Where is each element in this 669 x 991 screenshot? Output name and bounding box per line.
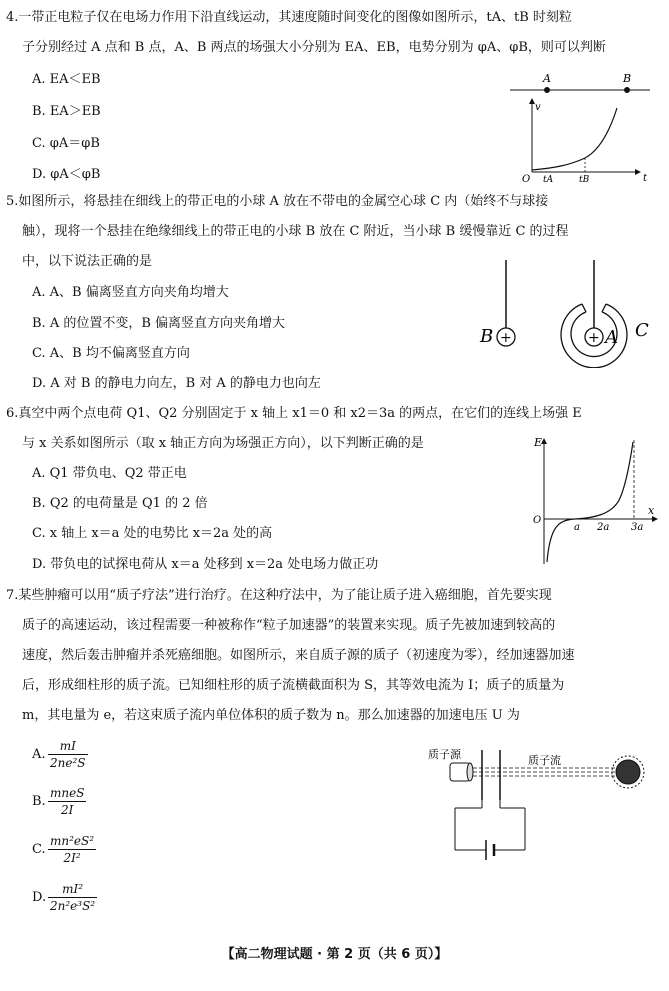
q4-axis-t: t <box>643 173 648 184</box>
q6-line-2: 与 x 关系如图所示（取 x 轴正方向为场强正方向），以下判断正确的是 <box>22 436 424 451</box>
q6-option-b: B. Q2 的电荷量是 Q1 的 2 倍 <box>32 496 208 511</box>
q6-tick-3a: 3a <box>631 522 644 533</box>
q5-line-3: 中，以下说法正确的是 <box>22 254 153 269</box>
q5-label-b: B <box>480 326 494 347</box>
q7-option-b-letter: B. <box>32 794 46 809</box>
q7-beam-label: 质子流 <box>528 754 561 767</box>
q7-option-d-den: 2n²e³S² <box>50 899 96 913</box>
q6-tick-2a: 2a <box>597 522 610 533</box>
q7-option-c-letter: C. <box>32 842 46 857</box>
q6-origin: O <box>533 515 542 526</box>
q7-option-b-fraction <box>48 785 86 818</box>
q6-line-1: 6.真空中两个点电荷 Q1、Q2 分别固定于 x 轴上 x1＝0 和 x2＝3a 的两点，在它们的连线上场强 E <box>6 406 582 421</box>
q7-option-a-num: mI <box>48 738 88 755</box>
svg-text:+: + <box>500 330 512 346</box>
q7-line-1: 7.某些肿瘤可以用“质子疗法”进行治疗。在这种疗法中，为了能让质子进入癌细胞，首先要实现 <box>6 588 552 603</box>
q7-option-a-fraction <box>48 738 88 771</box>
q5-option-d: D. A 对 B 的静电力向左，B 对 A 的静电力也向左 <box>32 376 321 391</box>
q6-option-a: A. Q1 带负电、Q2 带正电 <box>32 466 187 481</box>
svg-text:+: + <box>588 330 600 346</box>
q4-option-a: A. EA＜EB <box>32 72 101 87</box>
q4-option-b: B. EA＞EB <box>32 104 101 119</box>
q7-option-d-letter: D. <box>32 890 47 905</box>
q7-line-2: 质子的高速运动，该过程需要一种被称作“粒子加速器”的装置来实现。质子先被加速到较高的 <box>22 618 556 633</box>
q5-option-a: A. A、B 偏离竖直方向夹角均增大 <box>32 285 229 300</box>
q5-label-a: A <box>605 327 618 348</box>
q7-option-b-den: 2I <box>61 803 74 817</box>
q6-option-c: C. x 轴上 x＝a 处的电势比 x＝2a 处的高 <box>32 526 273 541</box>
q7-option-b-num: mneS <box>50 786 85 800</box>
q5-line-1: 5.如图所示，将悬挂在细线上的带正电的小球 A 放在不带电的金属空心球 C 内（始终不与球接 <box>6 194 549 209</box>
q7-figure <box>420 740 660 865</box>
q7-line-4: 后，形成细柱形的质子流。已知细柱形的质子流横截面积为 S，其等效电流为 I；质子的质量为 <box>22 678 565 693</box>
q6-figure <box>530 432 660 567</box>
q5-option-b: B. A 的位置不变，B 偏离竖直方向夹角增大 <box>32 316 286 331</box>
q7-option-c-fraction <box>48 833 96 866</box>
q7-option-d-num: mI² <box>48 881 97 898</box>
q4-axis-v: v <box>535 102 541 113</box>
q4-line-1: 4.一带正电粒子仅在电场力作用下沿直线运动，其速度随时间变化的图像如图所示，tA、tB 时刻粒 <box>6 10 572 25</box>
q4-tick-ta: tA <box>543 175 554 185</box>
q4-origin: O <box>522 174 531 185</box>
q5-figure <box>478 258 658 368</box>
q4-option-d: D. φA＜φB <box>32 167 101 182</box>
q7-line-5: m，其电量为 e，若这束质子流内单位体积的质子数为 n。那么加速器的加速电压 U 为 <box>22 708 520 723</box>
q7-source-label: 质子源 <box>428 748 461 761</box>
q7-option-c-den: 2I² <box>63 851 81 865</box>
q4-line-2: 子分别经过 A 点和 B 点，A、B 两点的场强大小分别为 EA、EB，电势分别为 φA、φB，则可以判断 <box>22 40 606 55</box>
q6-tick-a: a <box>574 522 580 533</box>
q7-option-d-fraction <box>48 881 97 914</box>
q4-point-a-label: A <box>543 72 551 85</box>
q6-axis-x: x <box>648 504 655 517</box>
q4-point-b-label: B <box>623 72 632 85</box>
q7-option-a-den: 2ne²S <box>50 756 86 770</box>
q4-tick-tb: tB <box>579 175 590 185</box>
q7-option-a-letter: A. <box>32 747 46 762</box>
q5-line-2: 触），现将一个悬挂在绝缘细线上的带正电的小球 B 放在 C 附近，当小球 B 缓慢靠近 C 的过程 <box>22 224 569 239</box>
q6-axis-e: E <box>534 436 543 449</box>
q6-option-d: D. 带负电的试探电荷从 x＝a 处移到 x＝2a 处电场力做正功 <box>32 557 379 572</box>
q5-option-c: C. A、B 均不偏离竖直方向 <box>32 346 190 361</box>
q4-figure <box>505 70 655 185</box>
page-footer: 【高二物理试题 · 第 2 页（共 6 页）】 <box>221 947 448 962</box>
q5-label-c: C <box>635 320 649 341</box>
q7-line-3: 速度，然后轰击肿瘤并杀死癌细胞。如图所示，来自质子源的质子（初速度为零），经加速器加速 <box>22 648 575 663</box>
q7-option-c-num: mn²eS² <box>50 834 95 848</box>
q4-option-c: C. φA＝φB <box>32 136 100 151</box>
